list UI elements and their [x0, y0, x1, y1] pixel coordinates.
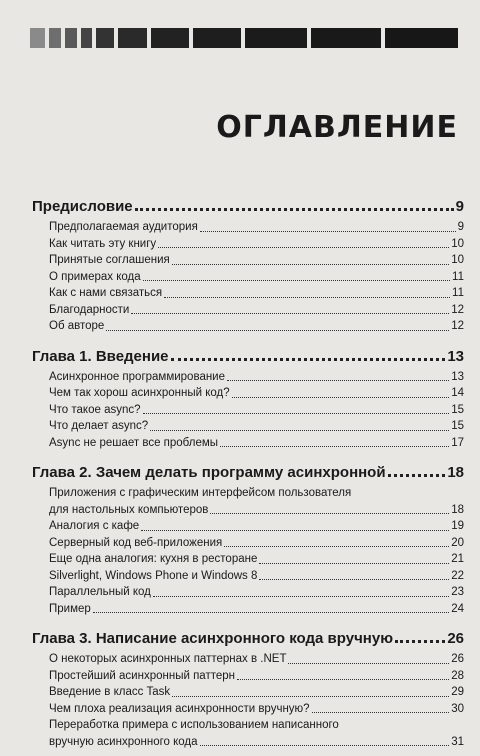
entry-page-number: 14 — [451, 387, 464, 399]
entry-page-number: 12 — [451, 320, 464, 332]
dot-leader — [259, 563, 449, 564]
dot-leader — [158, 247, 449, 248]
entry-page-number: 12 — [451, 303, 464, 316]
entry-page-number: 10 — [451, 237, 464, 250]
toc-entry[interactable] — [49, 684, 464, 701]
chapter-title: Глава 3. Написание асинхронного кода вручную — [32, 630, 394, 647]
entry-page-number: 11 — [452, 287, 464, 299]
toc-entry[interactable] — [49, 385, 464, 402]
toc-chapter[interactable] — [32, 630, 464, 647]
entry-title: Еще одна аналогия: кухня в ресторане — [49, 553, 258, 565]
toc-entry[interactable] — [49, 717, 464, 750]
toc-entry[interactable] — [49, 285, 464, 302]
header-bar-segment — [151, 28, 190, 48]
chapter-page-number: 13 — [447, 347, 464, 365]
header-bar-segment — [311, 28, 381, 48]
toc-entry[interactable] — [49, 701, 464, 718]
entry-page-number: 24 — [451, 602, 464, 615]
toc-entry[interactable] — [49, 236, 464, 253]
dot-leader — [237, 679, 449, 680]
entry-page-number: 19 — [451, 520, 464, 532]
dot-leader — [131, 313, 449, 314]
header-bar-segment — [245, 28, 307, 48]
entry-title: Серверный код веб-приложения — [49, 536, 223, 549]
dot-leader — [106, 330, 449, 331]
entry-page-number: 23 — [451, 586, 464, 598]
toc-entry[interactable] — [49, 318, 464, 335]
entry-page-number: 10 — [451, 254, 464, 266]
dot-leader — [141, 530, 449, 531]
entry-title: Простейший асинхронный паттерн — [49, 669, 235, 682]
entry-page-number: 20 — [451, 536, 464, 549]
dot-leader — [150, 430, 449, 431]
entry-title: Предполагаемая аудитория — [49, 221, 198, 233]
header-bar-segment — [65, 28, 77, 48]
header-bar-segment — [30, 28, 45, 48]
entry-page-number: 31 — [451, 735, 464, 748]
entry-title: Silverlight, Windows Phone и Windows 8 — [49, 569, 258, 582]
toc-entry[interactable] — [49, 651, 464, 668]
entry-title: Что такое async? — [49, 403, 141, 416]
entry-title: Переработка примера с использованием написанного — [49, 719, 339, 731]
header-bar-segment — [193, 28, 241, 48]
toc-entry[interactable] — [49, 269, 464, 286]
dot-leader — [312, 712, 450, 713]
entry-title: Чем плоха реализация асинхронности вручную? — [49, 702, 310, 715]
entry-page-number: 11 — [452, 270, 464, 283]
dot-leader — [172, 264, 449, 265]
entry-title: О примерах кода — [49, 270, 141, 283]
dot-leader — [153, 596, 449, 597]
header-color-bar — [30, 28, 462, 48]
entry-page-number: 29 — [451, 686, 464, 698]
dot-leader — [200, 745, 450, 746]
dot-leader — [232, 397, 450, 398]
dot-leader — [288, 663, 449, 664]
header-bar-segment — [96, 28, 113, 48]
chapter-title: Глава 1. Введение — [32, 347, 169, 365]
dot-leader — [135, 208, 454, 211]
dot-leader — [224, 546, 449, 547]
toc-entry[interactable] — [49, 435, 464, 452]
entry-title-continued: для настольных компьютеров — [49, 503, 209, 516]
dot-leader — [210, 513, 449, 514]
header-bar-segment — [118, 28, 147, 48]
entry-title: Об авторе — [49, 320, 105, 332]
dot-leader — [259, 579, 449, 580]
toc-entry[interactable] — [49, 219, 464, 236]
toc-entry[interactable] — [49, 535, 464, 552]
chapter-page-number: 18 — [447, 464, 464, 481]
toc-entry[interactable] — [49, 518, 464, 535]
entry-page-number: 22 — [451, 569, 464, 582]
toc-entry[interactable] — [49, 302, 464, 319]
entry-title: Аналогия с кафе — [49, 520, 140, 532]
toc-chapter[interactable] — [32, 348, 464, 365]
toc-chapter[interactable] — [32, 198, 464, 215]
entry-page-number: 18 — [451, 503, 464, 516]
dot-leader — [172, 696, 449, 697]
toc-entry[interactable] — [49, 601, 464, 618]
dot-leader — [143, 280, 450, 281]
entry-page-number: 15 — [451, 403, 464, 416]
entry-title: Пример — [49, 602, 91, 615]
entry-title: Принятые соглашения — [49, 254, 170, 266]
entry-page-number: 30 — [451, 702, 464, 715]
dot-leader — [171, 358, 446, 361]
entry-title: Как читать эту книгу — [49, 237, 157, 250]
page-title: ОГЛАВЛЕНИЕ — [216, 110, 458, 145]
entry-title: Что делает async? — [49, 420, 149, 432]
header-bar-segment — [385, 28, 458, 48]
entry-page-number: 15 — [451, 420, 464, 432]
entry-title-continued: вручную асинхронного кода — [49, 735, 198, 748]
dot-leader — [388, 474, 446, 477]
toc-chapter[interactable] — [32, 464, 464, 481]
toc-entry[interactable] — [49, 252, 464, 269]
chapter-page-number: 9 — [455, 198, 464, 215]
chapter-page-number: 26 — [447, 630, 464, 647]
entry-title: Благодарности — [49, 303, 130, 316]
dot-leader — [93, 612, 449, 613]
entry-title: О некоторых асинхронных паттернах в .NET — [49, 653, 287, 665]
entry-title: Async не решает все проблемы — [49, 436, 219, 449]
entry-title: Введение в класс Task — [49, 686, 171, 698]
toc-entry[interactable] — [49, 418, 464, 435]
header-bar-segment — [81, 28, 93, 48]
chapter-title: Глава 2. Зачем делать программу асинхронной — [32, 464, 386, 481]
entry-title: Асинхронное программирование — [49, 370, 226, 383]
entry-page-number: 21 — [451, 553, 464, 565]
entry-page-number: 13 — [451, 370, 464, 383]
chapter-title: Предисловие — [32, 198, 133, 215]
entry-title: Как с нами связаться — [49, 287, 163, 299]
toc-entry[interactable] — [49, 402, 464, 419]
table-of-contents — [32, 198, 464, 750]
entry-page-number: 17 — [451, 436, 464, 449]
toc-entry[interactable] — [49, 568, 464, 585]
dot-leader — [143, 413, 450, 414]
entry-page-number: 26 — [451, 653, 464, 665]
toc-entry[interactable] — [49, 668, 464, 685]
dot-leader — [220, 446, 449, 447]
dot-leader — [395, 640, 445, 643]
entry-title: Параллельный код — [49, 586, 151, 598]
entry-page-number: 9 — [457, 221, 464, 233]
entry-title: Чем так хорош асинхронный код? — [49, 387, 230, 399]
entry-page-number: 28 — [451, 669, 464, 682]
dot-leader — [164, 297, 450, 298]
dot-leader — [200, 231, 456, 232]
dot-leader — [227, 380, 449, 381]
header-bar-segment — [49, 28, 61, 48]
toc-entry[interactable] — [49, 584, 464, 601]
toc-entry[interactable] — [49, 551, 464, 568]
toc-entry[interactable] — [49, 369, 464, 386]
toc-entry[interactable] — [49, 485, 464, 518]
entry-title: Приложения с графическим интерфейсом пользователя — [49, 487, 352, 499]
